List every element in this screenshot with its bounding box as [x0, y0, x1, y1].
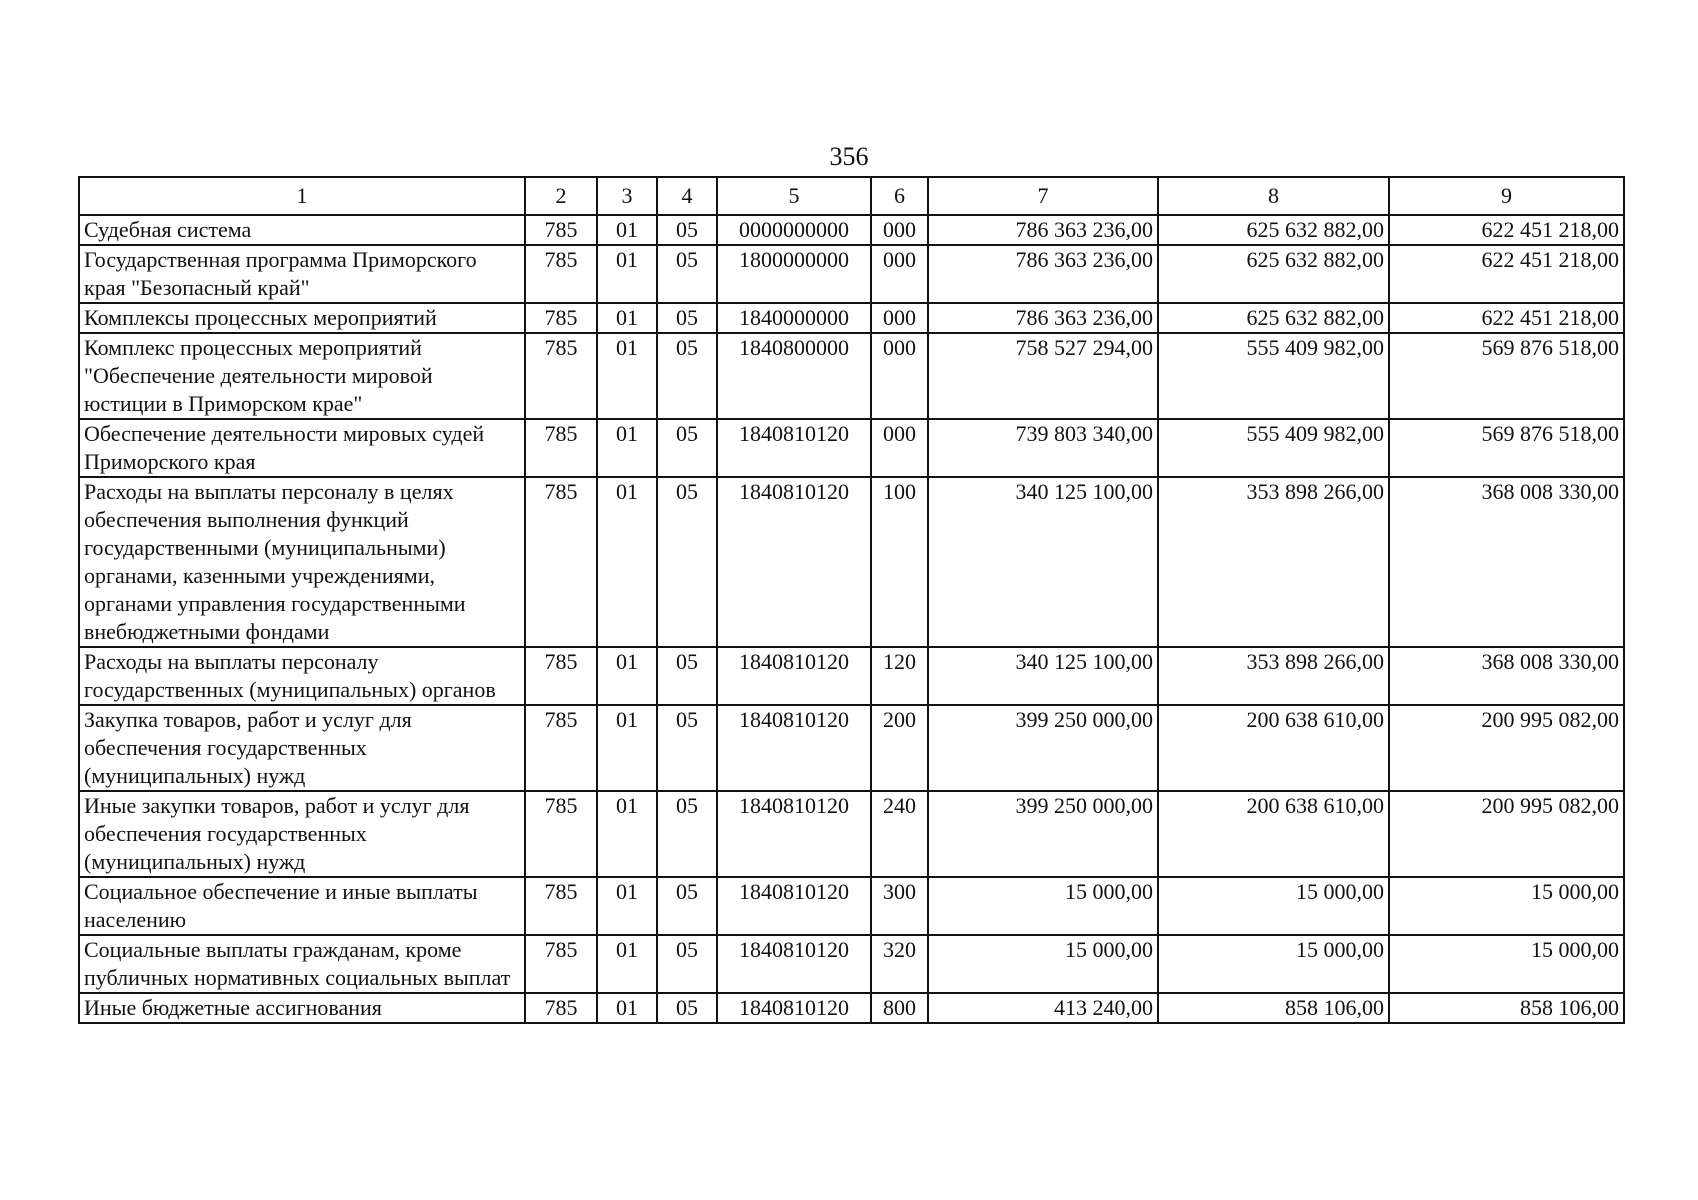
col-4-code: 05 [657, 877, 717, 935]
col-9-amount: 200 995 082,00 [1389, 705, 1624, 791]
col-7-amount: 399 250 000,00 [928, 705, 1158, 791]
table-row [79, 993, 1624, 1023]
col-7-amount: 15 000,00 [928, 877, 1158, 935]
col-8-amount: 555 409 982,00 [1158, 333, 1389, 419]
col-7-amount: 15 000,00 [928, 935, 1158, 993]
col-7-amount: 786 363 236,00 [928, 245, 1158, 303]
col-9-amount: 622 451 218,00 [1389, 245, 1624, 303]
col-3-code: 01 [597, 993, 657, 1023]
row-name: Обеспечение деятельности мировых судей Приморского края [79, 419, 525, 477]
row-name: Комплекс процессных мероприятий "Обеспечение деятельности мировой юстиции в Приморском крае" [79, 333, 525, 419]
col-8-amount: 555 409 982,00 [1158, 419, 1389, 477]
col-7-amount: 739 803 340,00 [928, 419, 1158, 477]
col-5-code: 0000000000 [717, 215, 871, 245]
col-4-code: 05 [657, 477, 717, 647]
row-name: Расходы на выплаты персоналу государственных (муниципальных) органов [79, 647, 525, 705]
table-row [79, 877, 1624, 935]
table-row [79, 419, 1624, 477]
row-name: Комплексы процессных мероприятий [79, 303, 525, 333]
col-6-code: 000 [871, 245, 928, 303]
col-2-code: 785 [525, 993, 597, 1023]
table-row [79, 647, 1624, 705]
row-name: Иные бюджетные ассигнования [79, 993, 525, 1023]
col-7-amount: 340 125 100,00 [928, 647, 1158, 705]
col-8-amount: 200 638 610,00 [1158, 705, 1389, 791]
col-9-amount: 569 876 518,00 [1389, 333, 1624, 419]
col-2-code: 785 [525, 245, 597, 303]
header-cell-2: 2 [525, 177, 597, 215]
col-5-code: 1840810120 [717, 477, 871, 647]
col-6-code: 000 [871, 303, 928, 333]
col-2-code: 785 [525, 333, 597, 419]
col-8-amount: 858 106,00 [1158, 993, 1389, 1023]
col-2-code: 785 [525, 303, 597, 333]
col-8-amount: 15 000,00 [1158, 877, 1389, 935]
col-4-code: 05 [657, 419, 717, 477]
col-6-code: 100 [871, 477, 928, 647]
col-6-code: 800 [871, 993, 928, 1023]
col-9-amount: 622 451 218,00 [1389, 303, 1624, 333]
table-row [79, 935, 1624, 993]
col-3-code: 01 [597, 791, 657, 877]
col-4-code: 05 [657, 303, 717, 333]
col-7-amount: 413 240,00 [928, 993, 1158, 1023]
header-cell-8: 8 [1158, 177, 1389, 215]
col-9-amount: 368 008 330,00 [1389, 477, 1624, 647]
table-row [79, 215, 1624, 245]
header-cell-1: 1 [79, 177, 525, 215]
col-9-amount: 15 000,00 [1389, 935, 1624, 993]
col-5-code: 1840810120 [717, 935, 871, 993]
row-name: Закупка товаров, работ и услуг для обеспечения государственных (муниципальных) нужд [79, 705, 525, 791]
row-name: Государственная программа Приморского края "Безопасный край" [79, 245, 525, 303]
col-7-amount: 340 125 100,00 [928, 477, 1158, 647]
page-number: 356 [829, 142, 869, 171]
col-2-code: 785 [525, 791, 597, 877]
table-row [79, 245, 1624, 303]
col-2-code: 785 [525, 215, 597, 245]
col-8-amount: 353 898 266,00 [1158, 647, 1389, 705]
table-row [79, 791, 1624, 877]
header-cell-7: 7 [928, 177, 1158, 215]
col-3-code: 01 [597, 245, 657, 303]
header-cell-9: 9 [1389, 177, 1624, 215]
col-9-amount: 569 876 518,00 [1389, 419, 1624, 477]
col-3-code: 01 [597, 477, 657, 647]
col-8-amount: 353 898 266,00 [1158, 477, 1389, 647]
col-6-code: 300 [871, 877, 928, 935]
header-row [79, 177, 1624, 215]
budget-table [78, 176, 1625, 1024]
col-8-amount: 625 632 882,00 [1158, 215, 1389, 245]
row-name: Социальные выплаты гражданам, кроме публичных нормативных социальных выплат [79, 935, 525, 993]
col-3-code: 01 [597, 647, 657, 705]
col-9-amount: 622 451 218,00 [1389, 215, 1624, 245]
col-5-code: 1840000000 [717, 303, 871, 333]
col-6-code: 200 [871, 705, 928, 791]
col-4-code: 05 [657, 647, 717, 705]
col-3-code: 01 [597, 333, 657, 419]
col-5-code: 1840810120 [717, 877, 871, 935]
col-2-code: 785 [525, 877, 597, 935]
col-9-amount: 368 008 330,00 [1389, 647, 1624, 705]
col-9-amount: 15 000,00 [1389, 877, 1624, 935]
table-row [79, 333, 1624, 419]
col-6-code: 320 [871, 935, 928, 993]
col-7-amount: 758 527 294,00 [928, 333, 1158, 419]
col-2-code: 785 [525, 647, 597, 705]
header-cell-3: 3 [597, 177, 657, 215]
col-5-code: 1840810120 [717, 791, 871, 877]
col-8-amount: 625 632 882,00 [1158, 245, 1389, 303]
col-4-code: 05 [657, 333, 717, 419]
row-name: Судебная система [79, 215, 525, 245]
col-4-code: 05 [657, 245, 717, 303]
col-8-amount: 625 632 882,00 [1158, 303, 1389, 333]
col-7-amount: 786 363 236,00 [928, 303, 1158, 333]
col-4-code: 05 [657, 791, 717, 877]
col-2-code: 785 [525, 935, 597, 993]
col-5-code: 1800000000 [717, 245, 871, 303]
col-8-amount: 15 000,00 [1158, 935, 1389, 993]
col-8-amount: 200 638 610,00 [1158, 791, 1389, 877]
row-name: Социальное обеспечение и иные выплаты населению [79, 877, 525, 935]
col-5-code: 1840810120 [717, 647, 871, 705]
col-4-code: 05 [657, 935, 717, 993]
table-row [79, 303, 1624, 333]
row-name: Расходы на выплаты персоналу в целях обеспечения выполнения функций государственными (муниципальными) органами, казенными учреждениями, органами управления государственными внебюджетными фондами [79, 477, 525, 647]
table-row [79, 705, 1624, 791]
col-2-code: 785 [525, 477, 597, 647]
col-3-code: 01 [597, 935, 657, 993]
header-cell-6: 6 [871, 177, 928, 215]
col-4-code: 05 [657, 705, 717, 791]
col-6-code: 000 [871, 419, 928, 477]
col-7-amount: 786 363 236,00 [928, 215, 1158, 245]
col-5-code: 1840810120 [717, 705, 871, 791]
col-4-code: 05 [657, 993, 717, 1023]
col-6-code: 000 [871, 215, 928, 245]
col-6-code: 120 [871, 647, 928, 705]
col-3-code: 01 [597, 877, 657, 935]
col-5-code: 1840810120 [717, 993, 871, 1023]
table-row [79, 477, 1624, 647]
col-3-code: 01 [597, 303, 657, 333]
col-5-code: 1840800000 [717, 333, 871, 419]
col-2-code: 785 [525, 419, 597, 477]
col-3-code: 01 [597, 705, 657, 791]
col-7-amount: 399 250 000,00 [928, 791, 1158, 877]
col-9-amount: 200 995 082,00 [1389, 791, 1624, 877]
col-6-code: 000 [871, 333, 928, 419]
col-3-code: 01 [597, 215, 657, 245]
row-name: Иные закупки товаров, работ и услуг для обеспечения государственных (муниципальных) нужд [79, 791, 525, 877]
col-9-amount: 858 106,00 [1389, 993, 1624, 1023]
col-2-code: 785 [525, 705, 597, 791]
col-6-code: 240 [871, 791, 928, 877]
col-3-code: 01 [597, 419, 657, 477]
header-cell-5: 5 [717, 177, 871, 215]
col-4-code: 05 [657, 215, 717, 245]
header-cell-4: 4 [657, 177, 717, 215]
col-5-code: 1840810120 [717, 419, 871, 477]
